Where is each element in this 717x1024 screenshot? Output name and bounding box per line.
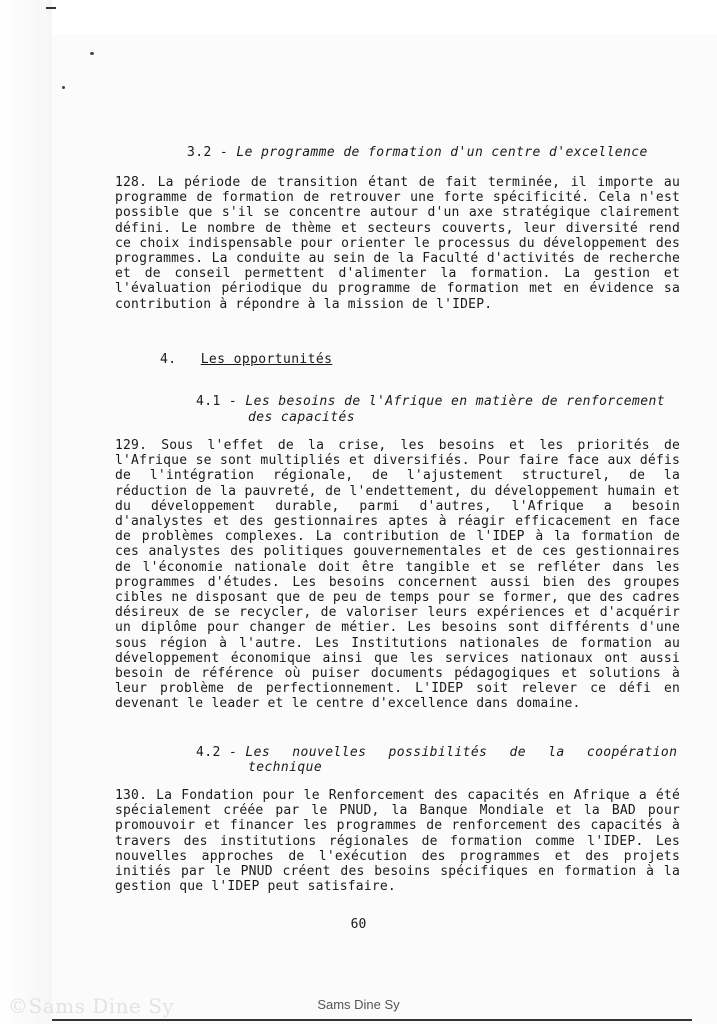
- section-title-line1: Les besoins de l'Afrique en matière de renforcement: [245, 394, 665, 409]
- paragraph-129: 129. Sous l'effet de la crise, les besoins et les priorités de l'Afrique se sont multipliés et diversifiés. Pour faire face aux défis de l'intégration régionale, de l'ajustement structurel, de la réduction de la pauvreté, de l'endettement, du développement humain et du développement durable, parmi d'autres, l'Afrique a besoin d'analystes et des gestionnaires aptes à réagir efficacement en face de problèmes complexes. La contribution de l'IDEP à la formation de ces analystes des politiques gouvernementales et de ces gestionnaires de l'économie nationale doit être tangible et se refléter dans les programmes d'études. Les besoins concernent aussi bien des groupes cibles ne disposant que de peu de temps pour se former, que des cadres désireux de se recycler, de valoriser leurs expériences et d'acquérir un diplôme pour changer de métier. Les besoins sont différents d'une sous région à l'autre. Les Institutions nationales de formation au développement économique ainsi que les services nationaux ont aussi besoin de référence où puiser documents pédagogiques et solutions à leur problème de perfectionnement. L'IDEP soit relever ce défi en devenant le leader et le centre d'excellence dans domaine.: [115, 438, 680, 712]
- scan-mark: [46, 7, 56, 9]
- section-title: Le programme de formation d'un centre d'excellence: [236, 145, 648, 160]
- section-number: 3.2 -: [187, 145, 229, 160]
- scan-speck: [90, 52, 94, 55]
- section-title-line1: Les nouvelles possibilités de la coopération: [245, 745, 678, 760]
- section-number: 4.2 -: [196, 745, 238, 760]
- section-4-1-heading-cont: [248, 410, 355, 425]
- paragraph-130: 130. La Fondation pour le Renforcement des capacités en Afrique a été spécialement créée par le PNUD, la Banque Mondiale et la BAD pour promouvoir et financer les programmes de renforcement des capacités à travers des institutions régionales de formation comme l'IDEP. Les nouvelles approches de l'exécution des programmes et des projets initiés par le PNUD créent des besoins spécifiques en formation à la gestion que l'IDEP peut satisfaire.: [115, 788, 680, 895]
- section-title: Les opportunités: [200, 352, 333, 367]
- section-title-line2: technique: [248, 760, 323, 775]
- scan-top-band: [52, 0, 717, 34]
- footer-rule: [52, 1019, 692, 1021]
- scan-margin: [0, 0, 52, 1024]
- section-4-heading: [160, 352, 332, 367]
- section-3-2-heading: [187, 145, 648, 160]
- footer-credit: Sams Dine Sy: [317, 997, 400, 1012]
- section-4-1-heading: [196, 394, 665, 409]
- section-number: 4.1 -: [196, 394, 238, 409]
- section-title-line2: des capacités: [248, 410, 355, 425]
- scan-speck: [62, 86, 65, 89]
- section-number: 4.: [160, 352, 177, 367]
- paragraph-128: 128. La période de transition étant de fait terminée, il importe au programme de formation de retrouver une forte spécificité. Cela n'est possible que s'il se concentre autour d'un axe stratégique clairement défini. Le nombre de thème et secteurs couverts, leur diversité rend ce choix indispensable pour orienter le processus du développement des programmes. La conduite au sein de la Faculté d'activités de recherche et de conseil permettent d'alimenter la formation. La gestion et l'évaluation périodique du programme de formation met en évidence sa contribution à répondre à la mission de l'IDEP.: [115, 175, 680, 312]
- section-4-2-heading: [196, 745, 677, 760]
- copyright-watermark: ©Sams Dine Sy: [8, 994, 175, 1018]
- page-number: 60: [350, 917, 367, 932]
- section-4-2-heading-cont: [248, 760, 322, 775]
